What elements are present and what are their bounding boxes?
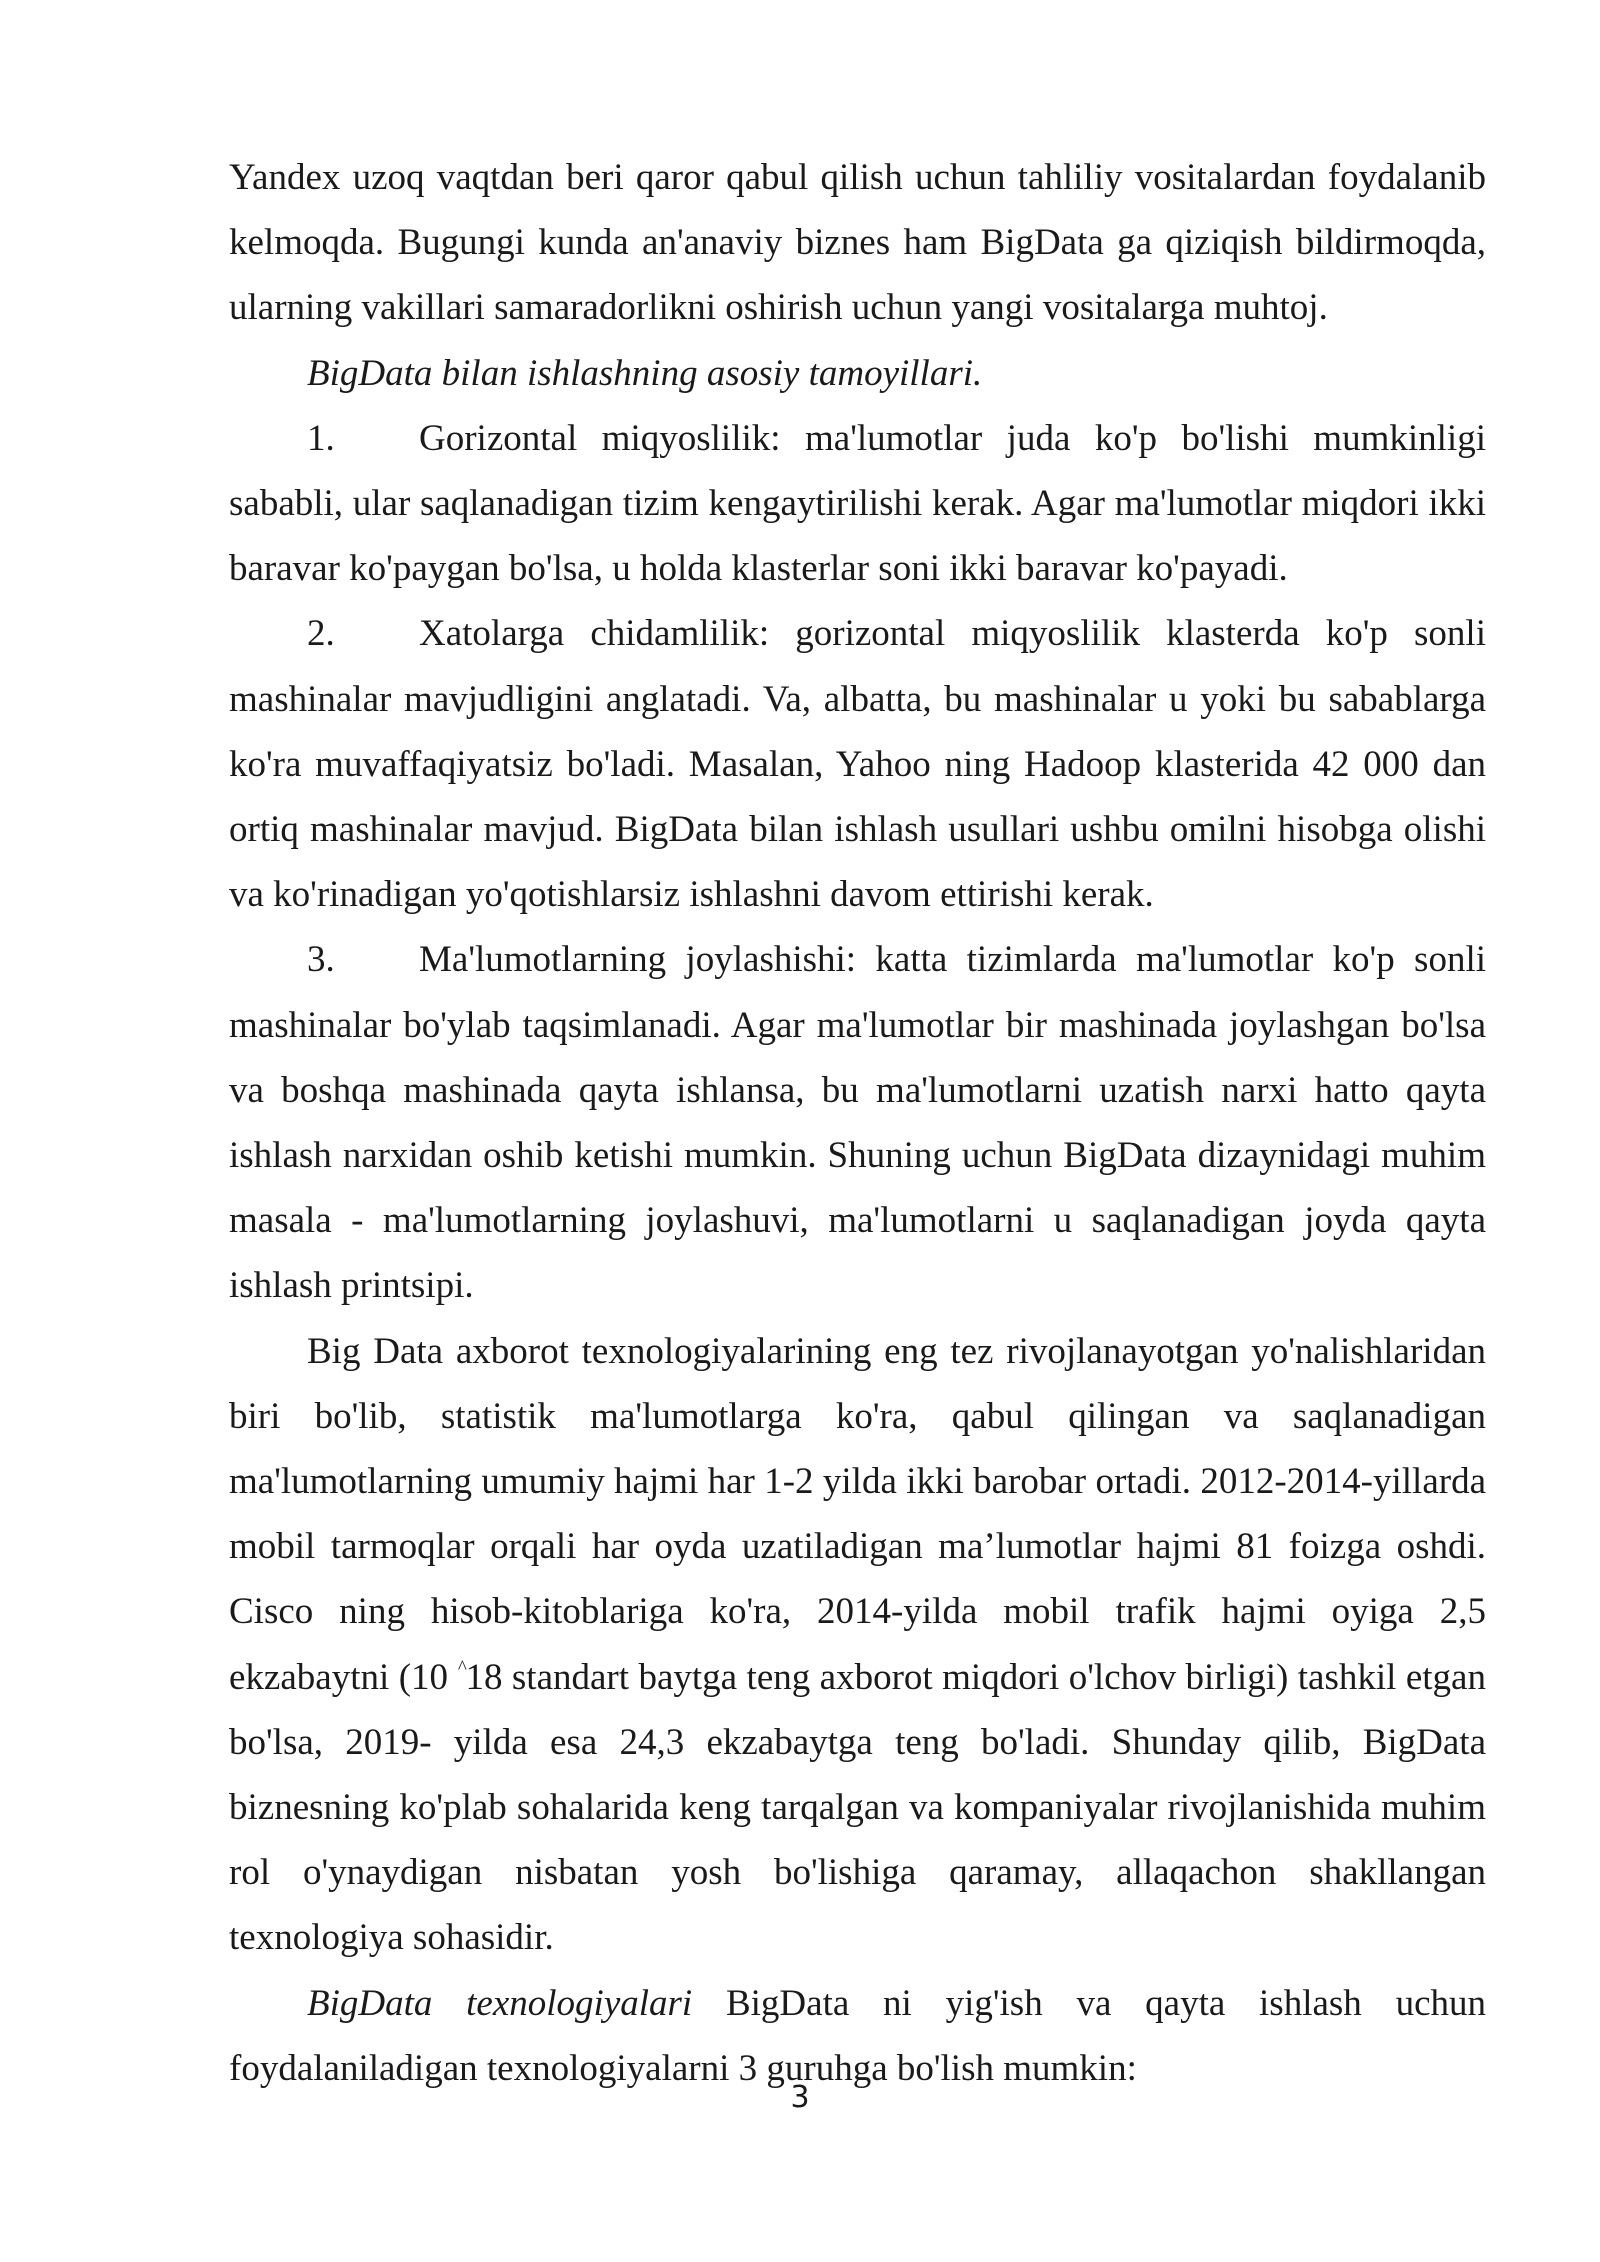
technologies-text: BigData ni yig'ish va qayta ishlash uchun foydalaniladigan texnologiyalarni 3 guruhga bo'lish mumkin: [229, 1982, 1486, 2089]
principle-number-2: 2. [307, 613, 335, 655]
principle-item-2 [229, 601, 1486, 927]
bigdata-paragraph [229, 1319, 1486, 1971]
principle-number-3: 3. [307, 939, 335, 981]
principle-text-3: Ma'lumotlarning joylashishi: katta tizimlarda ma'lumotlar ko'p sonli mashinalar bo'ylab taqsimlanadi. Agar ma'lumotlar bir mashinada joylashgan bo'lsa va boshqa mashinada qayta ishlansa, bu ma'lumotlarni uzatish narxi hatto qayta ishlash narxidan oshib ketishi mumkin. Shuning uchun BigData dizaynidagi muhim masala - ma'lumotlarning joylashuvi, ma'lumotlarni u saqlanadigan joyda qayta ishlash printsipi. [229, 939, 1486, 1307]
intro-paragraph: Yandex uzoq vaqtdan beri qaror qabul qilish uchun tahliliy vositalardan foydalanib kelmoqda. Bugungi kunda an'anaviy biznes ham BigData ga qiziqish bildirmoqda, ularning vakillari samaradorlikni oshirish uchun yangi vositalarga muhtoj. [229, 157, 1486, 329]
page-number: 3 [790, 2080, 810, 2115]
principle-number-1: 1. [307, 417, 335, 459]
exponent-caret: ^ [457, 1656, 466, 1678]
principles-heading-paragraph [229, 341, 1486, 406]
principle-item-1 [229, 406, 1486, 602]
technologies-term: BigData texnologiyalari [307, 1982, 693, 2024]
principle-text-1: Gorizontal miqyoslilik: ma'lumotlar juda ko'p bo'lishi mumkinligi sababli, ular saqlanadigan tizim kengaytirilishi kerak. Agar ma'lumotlar miqdori ikki baravar ko'paygan bo'lsa, u holda klasterlar soni ikki baravar ko'payadi. [229, 417, 1486, 590]
bigdata-paragraph-part1: Big Data axborot texnologiyalarining eng tez rivojlanayotgan yo'nalishlaridan biri bo'lib, statistik ma'lumotlarga ko'ra, qabul qilingan va saqlanadigan ma'lumotlarning umumiy hajmi har 1-2 yilda ikki barobar ortadi. 2012-2014-yillarda mobil tarmoqlar orqali har oyda uzatiladigan ma’lumotlar hajmi 81 foizga oshdi. Cisco ning hisob-kitoblariga ko'ra, 2014-yilda mobil trafik hajmi oyiga 2,5 ekzabaytni (10 [229, 1330, 1486, 1698]
document-page [229, 145, 1486, 2101]
principle-item-3 [229, 927, 1486, 1318]
principle-text-2: Xatolarga chidamlilik: gorizontal miqyoslilik klasterda ko'p sonli mashinalar mavjudligini anglatadi. Va, albatta, bu mashinalar u yoki bu sabablarga ko'ra muvaffaqiyatsiz bo'ladi. Masalan, Yahoo ning Hadoop klasterida 42 000 dan ortiq mashinalar mavjud. BigData bilan ishlash usullari ushbu omilni hisobga olishi va ko'rinadigan yo'qotishlarsiz ishlashni davom ettirishi kerak. [229, 613, 1486, 916]
bigdata-paragraph-part2: 18 standart baytga teng axborot miqdori o'lchov birligi) tashkil etgan bo'lsa, 2019- yilda esa 24,3 ekzabaytga teng bo'ladi. Shunday qilib, BigData biznesning ko'plab sohalarida keng tarqalgan va kompaniyalar rivojlanishida muhim rol o'ynaydigan nisbatan yosh bo'lishiga qaramay, allaqachon shakllangan texnologiya sohasidir. [229, 1656, 1486, 1959]
principles-heading: BigData bilan ishlashning asosiy tamoyillari. [307, 352, 983, 394]
